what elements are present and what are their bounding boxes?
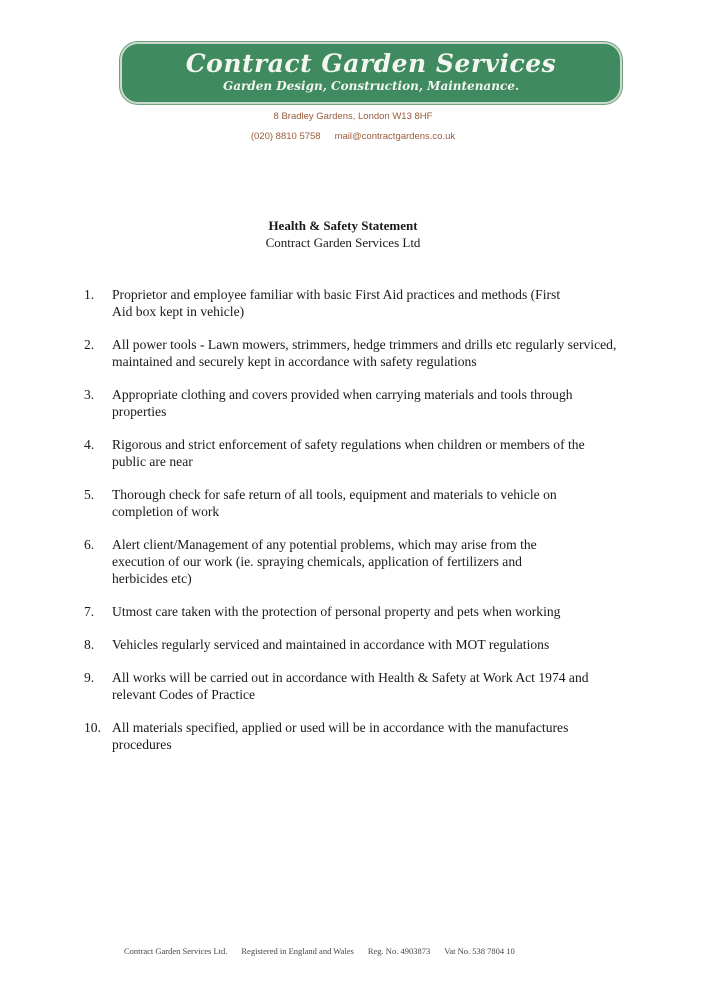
item-number: 3. [84, 387, 95, 402]
company-address: 8 Bradley Gardens, London W13 8HF [273, 111, 433, 122]
footer-vat-no: Vat No. 538 7804 10 [444, 946, 515, 956]
item-number: 4. [84, 437, 95, 452]
list-item [84, 386, 624, 420]
document-subtitle: Contract Garden Services Ltd [265, 235, 421, 250]
letterhead-logo-banner [120, 42, 622, 104]
item-number: 2. [84, 337, 95, 352]
footer-registered: Registered in England and Wales [241, 946, 354, 956]
list-item [84, 719, 624, 753]
item-number: 8. [84, 637, 95, 652]
item-number: 9. [84, 670, 95, 685]
statement-list [84, 286, 624, 769]
item-text: Appropriate clothing and covers provided when carrying materials and tools through properties [112, 387, 573, 419]
footer-reg-no: Reg. No. 4903873 [367, 946, 431, 956]
item-text: Vehicles regularly serviced and maintained in accordance with MOT regulations [112, 637, 550, 652]
page-footer [124, 946, 529, 956]
item-text: Alert client/Management of any potential problems, which may arise from the execution of our work (ie. spraying chemicals, application of fertilizers and herbicides etc) [112, 537, 537, 586]
item-text: Thorough check for safe return of all tools, equipment and materials to vehicle on completion of work [112, 487, 557, 519]
phone-number: (020) 8810 5758 [250, 131, 321, 142]
item-number: 7. [84, 604, 95, 619]
company-name: Contract Garden Services [185, 49, 557, 78]
item-number: 10. [84, 720, 101, 735]
list-item [84, 636, 624, 653]
item-text: All works will be carried out in accordance with Health & Safety at Work Act 1974 and relevant Codes of Practice [112, 670, 589, 702]
item-text: Rigorous and strict enforcement of safety regulations when children or members of the public are near [112, 437, 585, 469]
document-title: Health & Safety Statement [268, 218, 418, 233]
list-item [84, 536, 624, 587]
item-number: 5. [84, 487, 95, 502]
item-text: Proprietor and employee familiar with basic First Aid practices and methods (First Aid box kept in vehicle) [112, 287, 561, 319]
list-item [84, 669, 624, 703]
item-text: All materials specified, applied or used will be in accordance with the manufactures procedures [112, 720, 569, 752]
list-item [84, 436, 624, 470]
list-item [84, 286, 624, 320]
item-text: Utmost care taken with the protection of personal property and pets when working [112, 604, 561, 619]
company-tagline: Garden Design, Construction, Maintenance. [222, 79, 520, 93]
footer-company: Contract Garden Services Ltd. [124, 946, 228, 956]
list-item [84, 603, 624, 620]
contact-line [0, 131, 706, 142]
item-number: 6. [84, 537, 95, 552]
item-text: All power tools - Lawn mowers, strimmers, hedge trimmers and drills etc regularly serviced, maintained and securely kept in accordance with safety regulations [112, 337, 617, 369]
list-item [84, 486, 624, 520]
item-number: 1. [84, 287, 95, 302]
list-item [84, 336, 624, 370]
email-address: mail@contractgardens.co.uk [334, 131, 456, 142]
